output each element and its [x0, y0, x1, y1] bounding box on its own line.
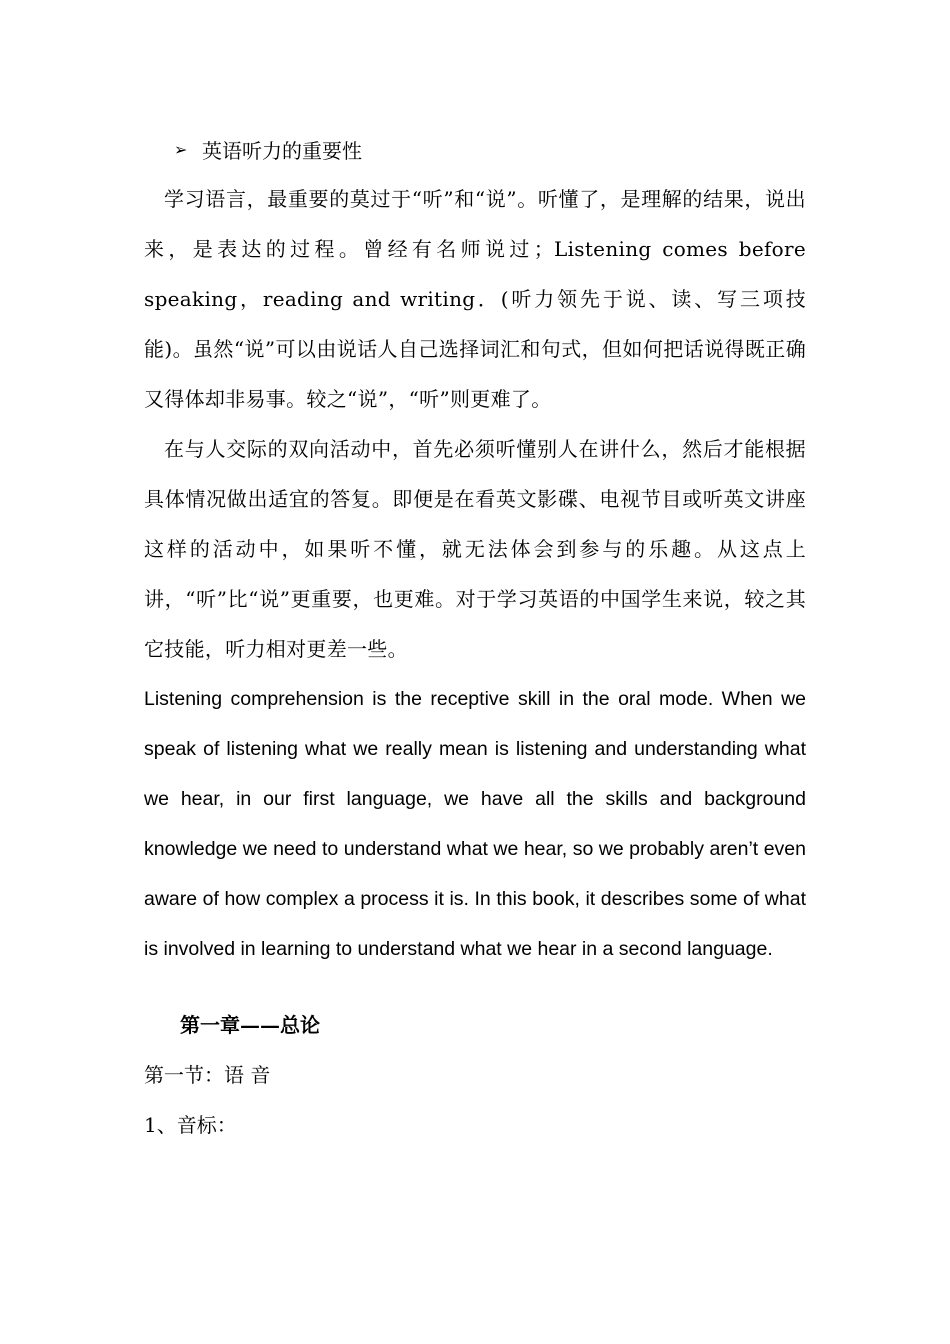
item-title: 1、音标： — [144, 1113, 237, 1137]
section-heading — [144, 124, 806, 174]
heading-title: 英语听力的重要性 — [202, 138, 362, 163]
paragraph-importance: 学习语言，最重要的莫过于“听”和“说”。听懂了，是理解的结果，说出来，是表达的过程。曾经有名师说过；Listening comes before speaking，reading and writing．(听力领先于说、读、写三项技能)。虽然“说”可以由说话人自己选择词汇和句式，但如何把话说得既正确又得体却非易事。较之“说”，“听”则更难了。 — [144, 187, 806, 411]
document-body — [144, 124, 806, 1150]
spacer — [144, 974, 806, 1000]
chapter-title: 第一章——总论 — [180, 1013, 320, 1037]
arrow-bullet-icon: ➢ — [174, 139, 188, 159]
paragraph-communication: 在与人交际的双向活动中，首先必须听懂别人在讲什么，然后才能根据具体情况做出适宜的答复。即便是在看英文影碟、电视节目或听英文讲座这样的活动中，如果听不懂，就无法体会到参与的乐趣。从这点上讲，“听”比“说”更重要，也更难。对于学习英语的中国学生来说，较之其它技能，听力相对更差一些。 — [144, 437, 806, 661]
section-title: 第一节：语 音 — [144, 1063, 271, 1087]
paragraph-english: Listening comprehension is the receptive skill in the oral mode. When we speak of listening what we really mean is listening and understanding what we hear, in our first language, we have all the skills and background knowledge we need to understand what we hear, so we probably aren’t even aware of how complex a process it is. In this book, it describes some of what is involved in learning to understand what we hear in a second language. — [144, 688, 806, 960]
